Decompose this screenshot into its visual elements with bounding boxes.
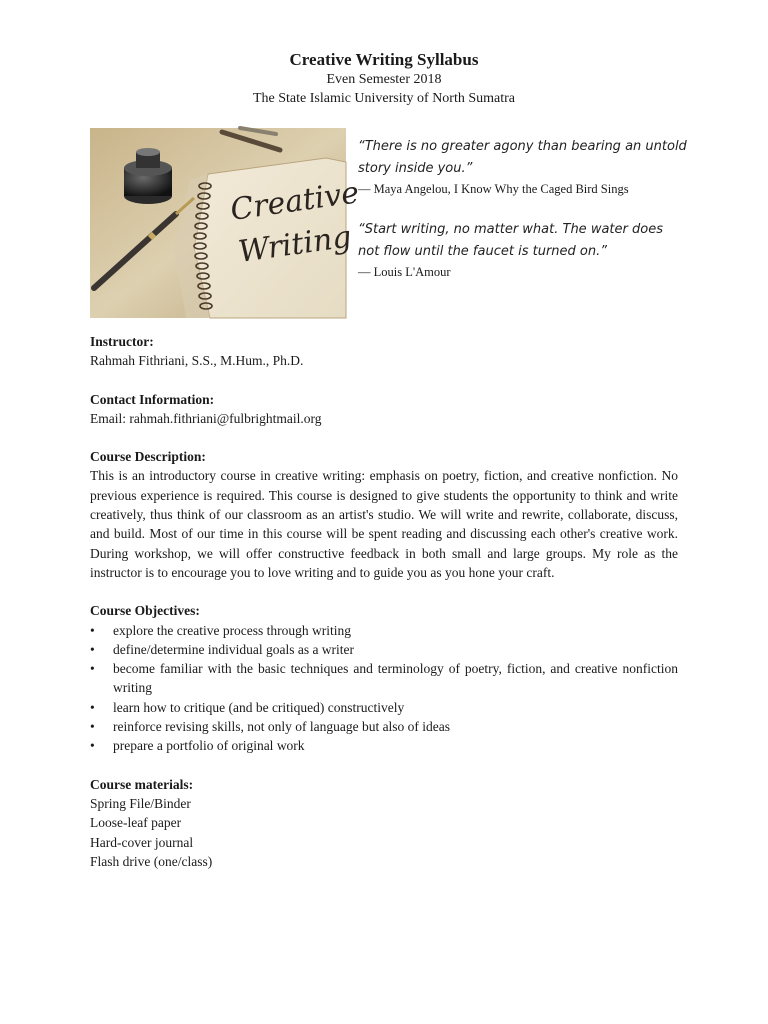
semester-line: Even Semester 2018 [326,72,442,87]
material-item: Flash drive (one/class) [90,853,213,869]
materials-section [90,775,678,871]
bullet-icon: • [90,641,95,657]
bullet-icon: • [90,661,95,677]
objective-text: reinforce revising skills, not only of language but also of ideas [113,719,451,735]
objectives-list [90,621,678,756]
image-text-line-1: Creative [228,175,362,228]
quote-text: “There is no greater agony than bearing an untold story inside you.” [358,139,687,176]
objective-text: define/determine individual goals as a writer [113,641,355,657]
quote-text: “Start writing, no matter what. The water does not flow until the faucet is turned on.” [358,222,663,259]
notebook-pen-inkwell-illustration [90,128,362,318]
list-item [90,640,678,659]
list-item [90,717,678,736]
list-item [90,736,678,755]
image-text-line-2: Writing [236,219,354,270]
quote-attribution: — Louis L'Amour [358,265,451,279]
quotes-section [358,136,688,282]
objective-text: learn how to critique (and be critiqued) constructively [113,699,405,715]
document-header [0,50,768,108]
bullet-icon: • [90,738,95,754]
description-text: This is an introductory course in creative writing: emphasis on poetry, fiction, and creative nonfiction. No previous experience is required. This course is designed to give students the opportunity to think and write creatively, thus think of our classroom as an artist's studio. We will write and rewrite, collaborate, discuss, and build. Most of our time in this course will be spent reading and discussing each other's creative work. During workshop, we will offer constructive feedback in both small and large groups. My role as the instructor is to encourage you to love writing and to guide you as you hone your craft. [90,468,678,580]
list-item [90,621,678,640]
material-item: Loose-leaf paper [90,815,182,831]
objective-text: explore the creative process through writing [113,622,352,638]
section-heading: Instructor: [90,334,154,349]
syllabus-body [90,332,678,890]
quote-1 [358,136,688,199]
contact-section [90,390,678,429]
email-line: Email: rahmah.fithriani@fulbrightmail.org [90,410,322,426]
document-title: Creative Writing Syllabus [289,50,479,69]
objective-text: become familiar with the basic techniques and terminology of poetry, fiction, and creative nonfiction writing [113,661,678,696]
description-section [90,447,678,582]
material-item: Hard-cover journal [90,834,194,850]
section-heading: Course Objectives: [90,603,200,619]
section-heading: Course materials: [90,776,194,792]
quote-2 [358,219,688,282]
material-item: Spring File/Binder [90,795,191,811]
bullet-icon: • [90,719,95,735]
section-heading: Course Description: [90,449,206,465]
quote-attribution: — Maya Angelou, I Know Why the Caged Bird Sings [358,182,629,196]
bullet-icon: • [90,699,95,715]
instructor-section [90,332,678,371]
list-item [90,659,678,698]
bullet-icon: • [90,622,95,638]
list-item [90,698,678,717]
objective-text: prepare a portfolio of original work [113,738,305,754]
section-heading: Contact Information: [90,391,215,407]
instructor-name: Rahmah Fithriani, S.S., M.Hum., Ph.D. [90,353,304,369]
university-line: The State Islamic University of North Sumatra [252,91,516,106]
objectives-section [90,601,678,755]
